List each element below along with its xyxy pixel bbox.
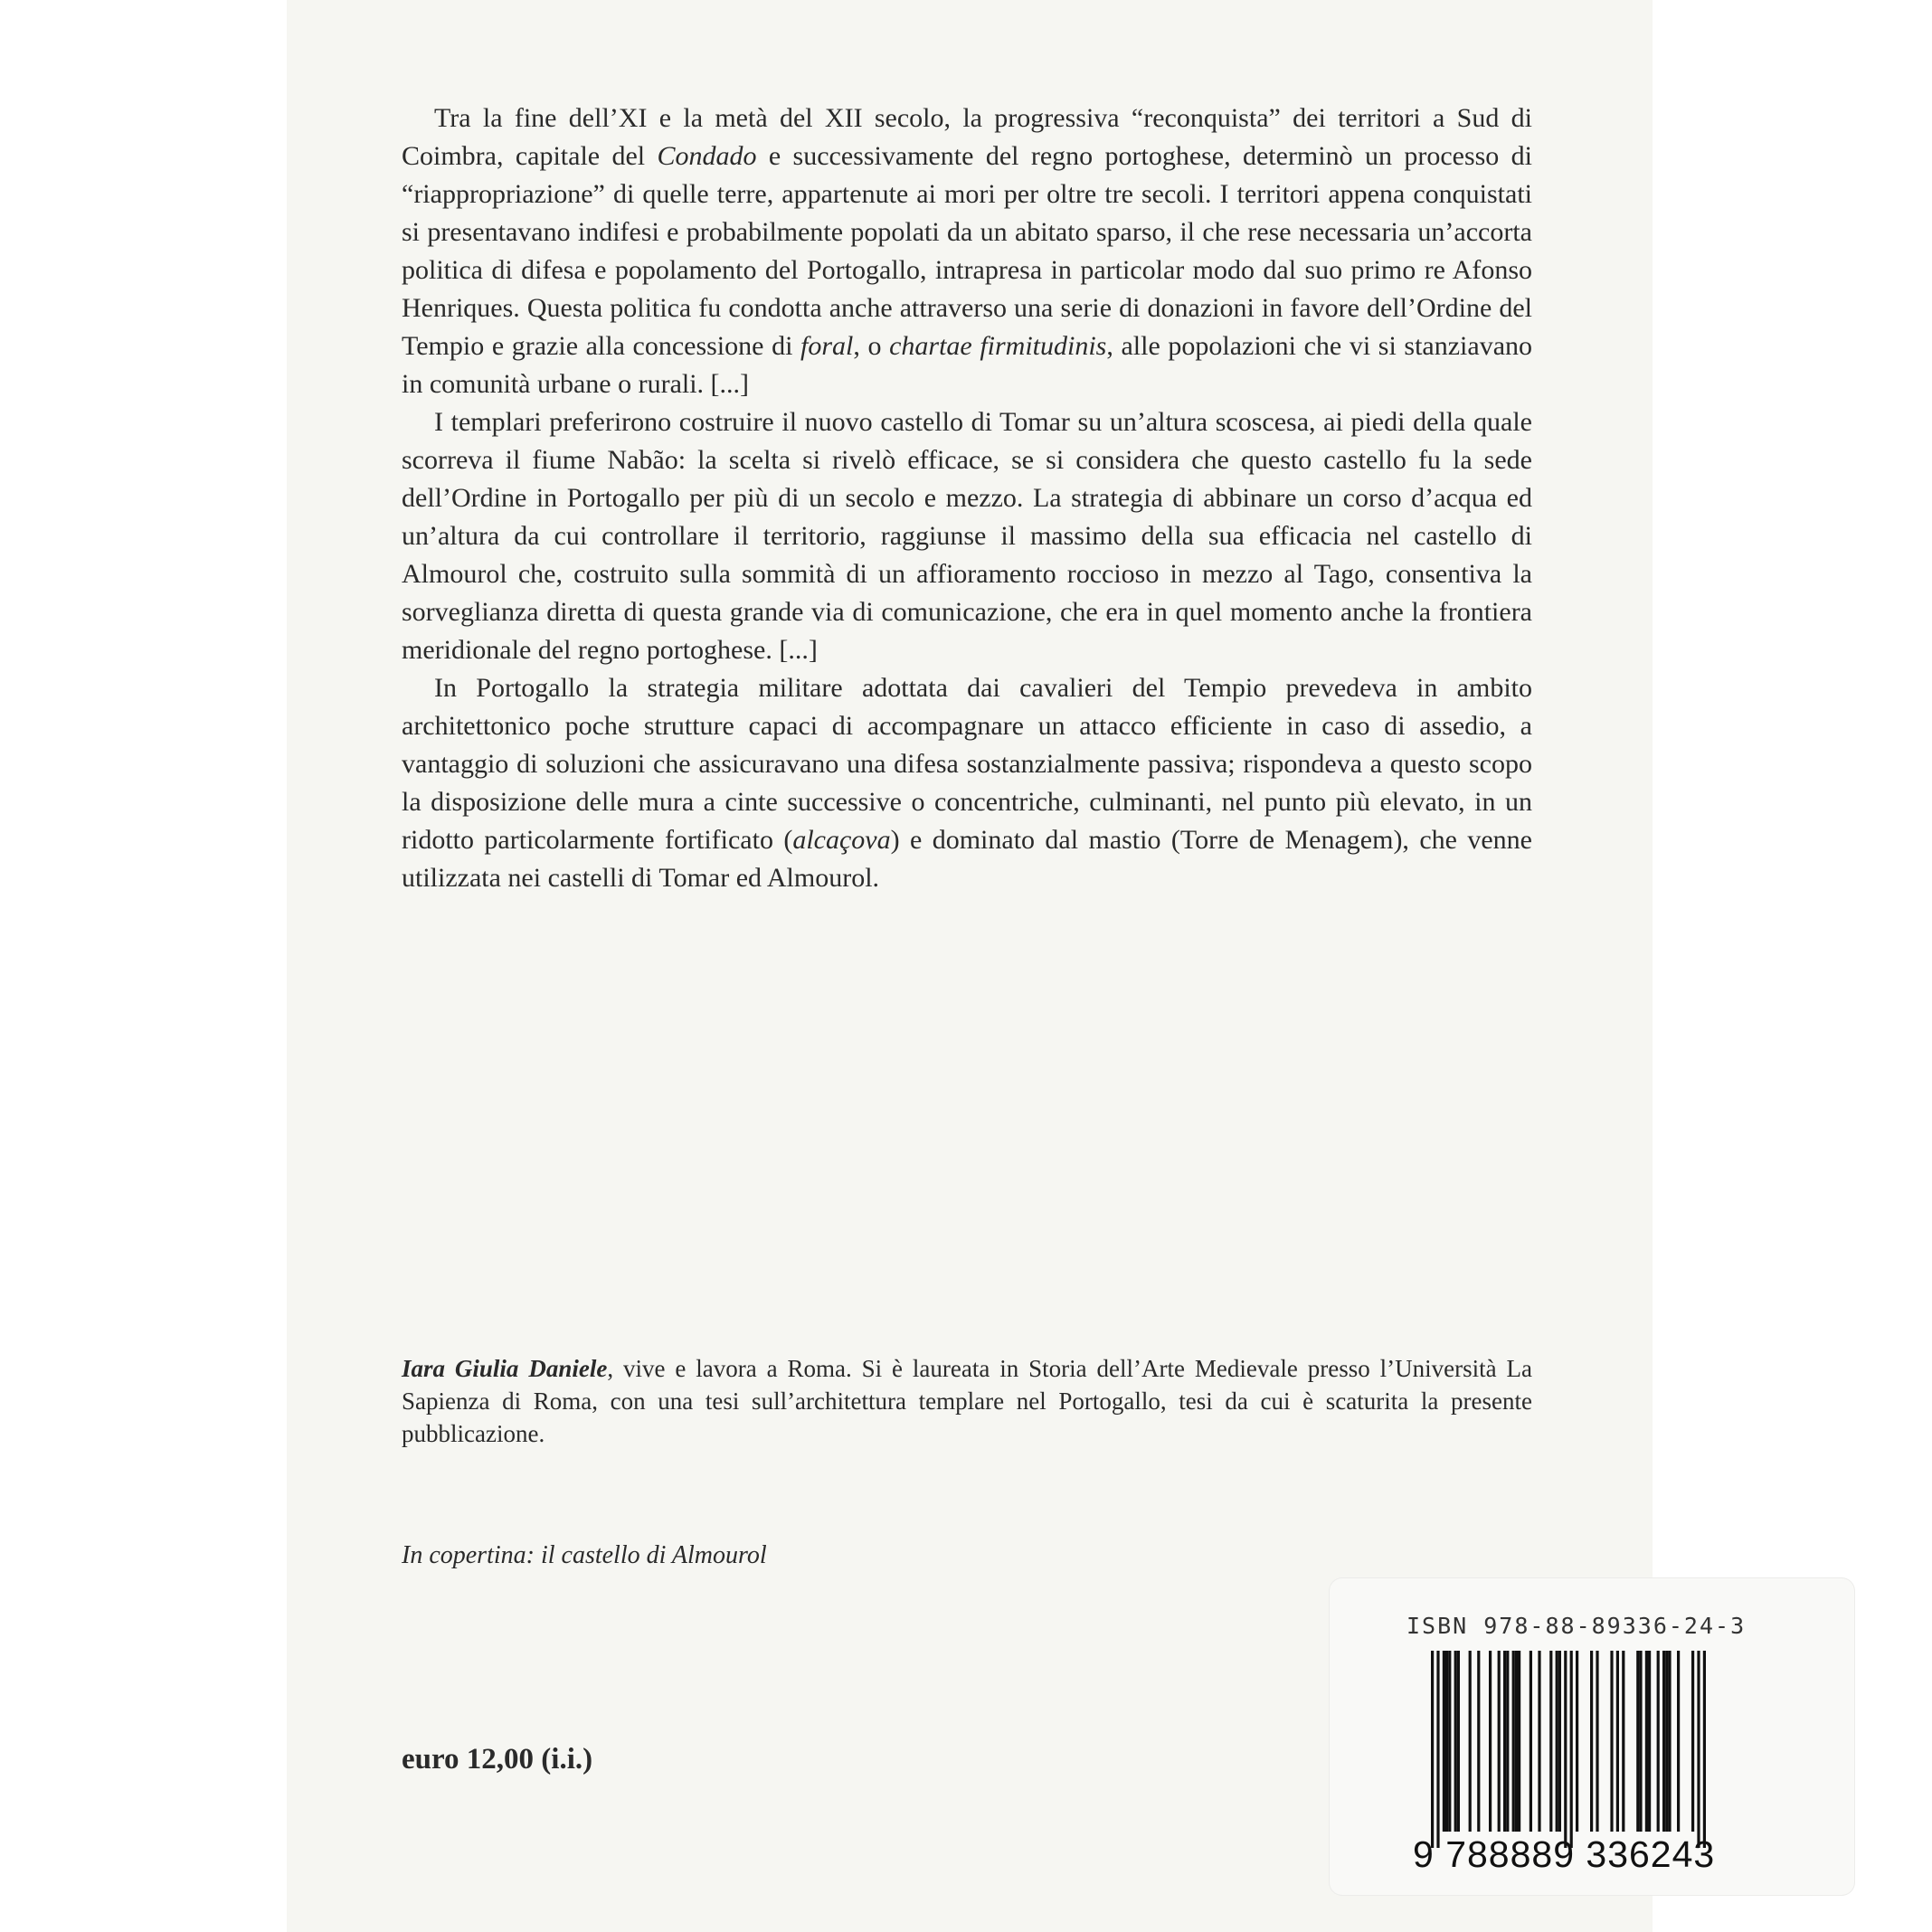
barcode-bar — [1538, 1651, 1540, 1832]
barcode-bar — [1503, 1651, 1506, 1832]
text-run: , o — [853, 331, 890, 361]
barcode-bar — [1457, 1651, 1460, 1832]
barcode-digits: 9 788889 336243 — [1413, 1833, 1716, 1875]
barcode-bar — [1691, 1651, 1694, 1832]
barcode-bar — [1530, 1651, 1532, 1832]
barcode-bar — [1448, 1651, 1451, 1832]
barcode-bar — [1564, 1651, 1567, 1848]
blurb-paragraph-3 — [402, 669, 1532, 897]
barcode-bar — [1515, 1651, 1518, 1832]
barcode-bar — [1477, 1651, 1480, 1832]
barcode-bar — [1445, 1651, 1448, 1832]
blurb-text — [402, 99, 1532, 897]
barcode-bar — [1639, 1651, 1642, 1832]
text-run: I templari preferirono costruire il nuovo castello di Tomar su un’altura scoscesa, ai piedi della quale scorreva il fiume Nabão: la scelta si rivelò efficace, se si considera che questo castello fu la sede dell’Ordine in Portogallo per più di un secolo e mezzo. La strategia di abbinare un corso d’acqua ed un’altura da cui controllare il territorio, raggiunse il massimo della sua efficacia nel castello di Almourol che, costruito sulla sommità di un affioramento roccioso in mezzo al Tago, consentiva la sorveglianza diretta di questa grande via di comunicazione, che era in quel momento anche la frontiera meridionale del regno portoghese. [...] — [402, 407, 1532, 665]
barcode-bar — [1549, 1651, 1552, 1832]
barcode-bar — [1506, 1651, 1509, 1832]
barcode-bar — [1662, 1651, 1665, 1832]
back-cover — [287, 0, 1747, 1932]
barcode-bar — [1657, 1651, 1660, 1832]
barcode-bar — [1469, 1651, 1472, 1832]
barcode-image — [1431, 1651, 1720, 1850]
barcode-bar — [1645, 1651, 1648, 1832]
italic-text: foral — [800, 331, 854, 361]
barcode-bar — [1570, 1651, 1573, 1848]
barcode-bar — [1596, 1651, 1598, 1832]
barcode-bar — [1590, 1651, 1593, 1832]
isbn-label: ISBN 978-88-89336-24-3 — [1406, 1613, 1747, 1639]
text-run: Tra la fine dell’XI e la metà del XII secolo, la progressiva “reconquista” dei territori a Sud di Coimbra, capitale del — [402, 103, 1532, 171]
barcode-bar — [1648, 1651, 1651, 1832]
text-run: e successivamente del regno portoghese, determinò un processo di “riappropriazione” di quelle terre, appartenute ai mori per oltre tre secoli. I territori appena conquistati si presentavano indifesi e probabilmente popolati da un abitato sparso, il che rese necessaria un’accorta politica di difesa e popolamento del Portogallo, intrapresa in particolar modo dal suo primo re Afonso Henriques. Questa politica fu condotta anche attraverso una serie di donazioni in favore dell’Ordine del Tempio e grazie alla concessione di — [402, 141, 1532, 361]
author-bio — [402, 1352, 1532, 1450]
barcode-bar — [1454, 1651, 1457, 1832]
blurb-paragraph-2 — [402, 403, 1532, 669]
barcode-bar — [1622, 1651, 1624, 1832]
text-run: ) e dominato dal mastio (Torre de Menagem), che venne utilizzata nei castelli di Tomar ed Almourol. — [402, 825, 1532, 893]
text-run: , alle popolazioni che vi si stanziavano in comunità urbane o rurali. [...] — [402, 331, 1533, 399]
price-label: euro 12,00 (i.i.) — [402, 1743, 593, 1776]
barcode-bar — [1703, 1651, 1706, 1848]
cover-caption: In copertina: il castello di Almourol — [402, 1541, 767, 1569]
barcode-bar — [1636, 1651, 1639, 1832]
italic-text: chartae firmitudinis — [889, 331, 1107, 361]
barcode-bar — [1518, 1651, 1520, 1832]
barcode-bar — [1498, 1651, 1501, 1832]
barcode-bar — [1558, 1651, 1561, 1832]
barcode-bar — [1616, 1651, 1619, 1832]
barcode-bar — [1431, 1651, 1434, 1848]
barcode-bar — [1443, 1651, 1445, 1832]
barcode-bar — [1436, 1651, 1439, 1848]
barcode-bar — [1512, 1651, 1515, 1832]
barcode-bar — [1576, 1651, 1578, 1832]
text-run: , vive e lavora a Roma. Si è laureata in Storia dell’Arte Medievale presso l’Università La Sapienza di Roma, con una tesi sull’architettura templare nel Portogallo, tesi da cui è scaturita la presente pubblicazione. — [402, 1355, 1532, 1447]
barcode-bar — [1610, 1651, 1613, 1832]
text-run: In Portogallo la strategia militare adottata dai cavalieri del Tempio prevedeva in ambito architettonico poche strutture capaci di accompagnare un attacco efficiente in caso di assedio, a vantaggio di soluzioni che assicuravano una difesa sostanzialmente passiva; rispondeva a questo scopo la disposizione delle mura a cinte successive o concentriche, culminanti, nel punto più elevato, in un ridotto particolarmente fortificato ( — [402, 673, 1532, 855]
barcode-bar — [1697, 1651, 1700, 1848]
barcode-bar — [1665, 1651, 1668, 1832]
italic-text: Iara Giulia Daniele — [402, 1355, 608, 1382]
barcode-bar — [1677, 1651, 1680, 1832]
barcode-bar — [1489, 1651, 1492, 1832]
italic-text: alcaçova — [792, 825, 891, 855]
italic-text: Condado — [657, 141, 757, 171]
barcode-bar — [1556, 1651, 1558, 1832]
author-bio-paragraph — [402, 1352, 1532, 1450]
blurb-paragraph-1 — [402, 99, 1532, 403]
barcode-sticker — [1330, 1578, 1854, 1895]
barcode-bar — [1668, 1651, 1671, 1832]
